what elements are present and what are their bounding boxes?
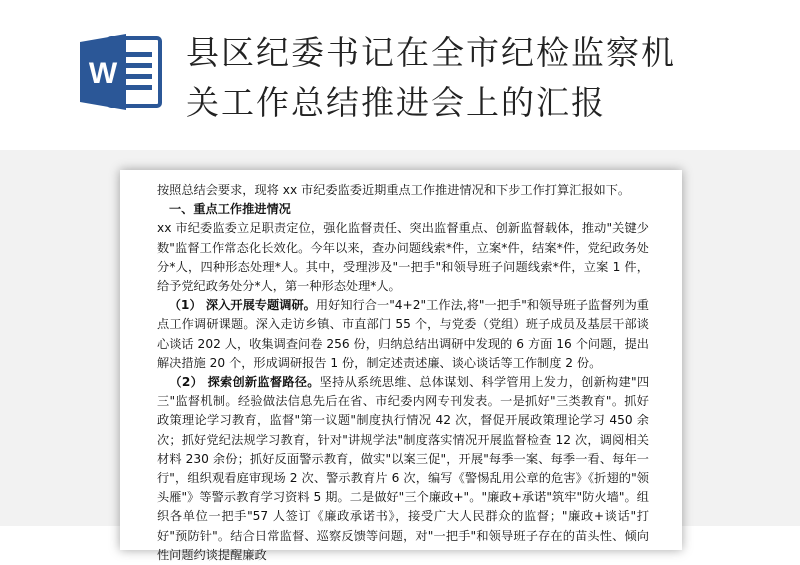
- document-title: [186, 28, 786, 128]
- section-heading: 一、重点工作推进情况: [169, 202, 291, 217]
- body-paragraph-1: xx 市纪委监委立足职责定位，强化监督责任、突出监督重点、创新监督载体，推动"关键少数"监督工作常态化长效化。今年以来，查办问题线索*件，立案*件，结案*件，党纪政务处分*人，四种形态处理*人。其中，受理涉及"一把手"和领导班子问题线索*件，立案 1 件，给予党纪政务处分*人，第一种形态处理*人。: [157, 221, 649, 294]
- paragraph-3-text: 坚持从系统思维、总体谋划、科学管用上发力，创新构建"四三"监督机制。经验做法信息先后在省、市纪委内网专刊发表。一是抓好"三类教育"。抓好政策理论学习教育，监督"第一议题"制度执行情况 42 次，督促开展政策理论学习 450 余次；抓好党纪法规学习教育，针对"讲规学法"制度落实情况开展监督检查 12 次，调阅相关材料 230 余份；抓好反面警示教育，做实"以案三促"，开展"每季一案、每季一看、每年一行"，组织观看庭审现场 2 次、警示教育片 6 次，编写《警惕乱用公章的危害》《折翅的"领头雁"》等警示教育学习资料 5 期。二是做好"三个廉政+"。"廉政+承诺"筑牢"防火墙"。组织各单位一把手"57 人签订《廉政承诺书》，接受广大人民群众的监督；"廉政+谈话"打好"预防针"。结合日常监督、巡察反馈等问题，对"一把手"和领导班子存在的苗头性、倾向性问题约谈提醒廉政: [157, 375, 650, 562]
- paragraph-2-text: 用好知行合一"4+2"工作法,将"一把手"和领导班子监督列为重点工作调研课题。深入走访乡镇、市直部门 55 个，与党委（党组）班子成员及基层干部谈心谈话 202 人，收集调查问卷 256 份，归纳总结出调研中发现的 6 方面 16 个问题，提出解决措施 20 个，形成调研报告 1 份，制定述责述廉、谈心谈话等工作制度 2 份。: [157, 298, 649, 370]
- word-document-icon: [80, 32, 164, 112]
- paragraph-2-lead: （1） 深入开展专题调研。: [168, 298, 316, 313]
- body-paragraph-2: [157, 296, 649, 373]
- page-content: [157, 181, 649, 565]
- body-paragraph-3: [157, 373, 649, 565]
- paragraph-3-lead: （2） 探索创新监督路径。: [169, 375, 320, 390]
- word-icon-letter: W: [88, 57, 118, 90]
- title-line-2: 关工作总结推进会上的汇报: [186, 83, 606, 122]
- intro-paragraph: 按照总结会要求，现将 xx 市纪委监委近期重点工作推进情况和下步工作打算汇报如下。: [157, 183, 631, 197]
- header-banner: [0, 0, 800, 150]
- title-line-1: 县区纪委书记在全市纪检监察机: [186, 33, 676, 72]
